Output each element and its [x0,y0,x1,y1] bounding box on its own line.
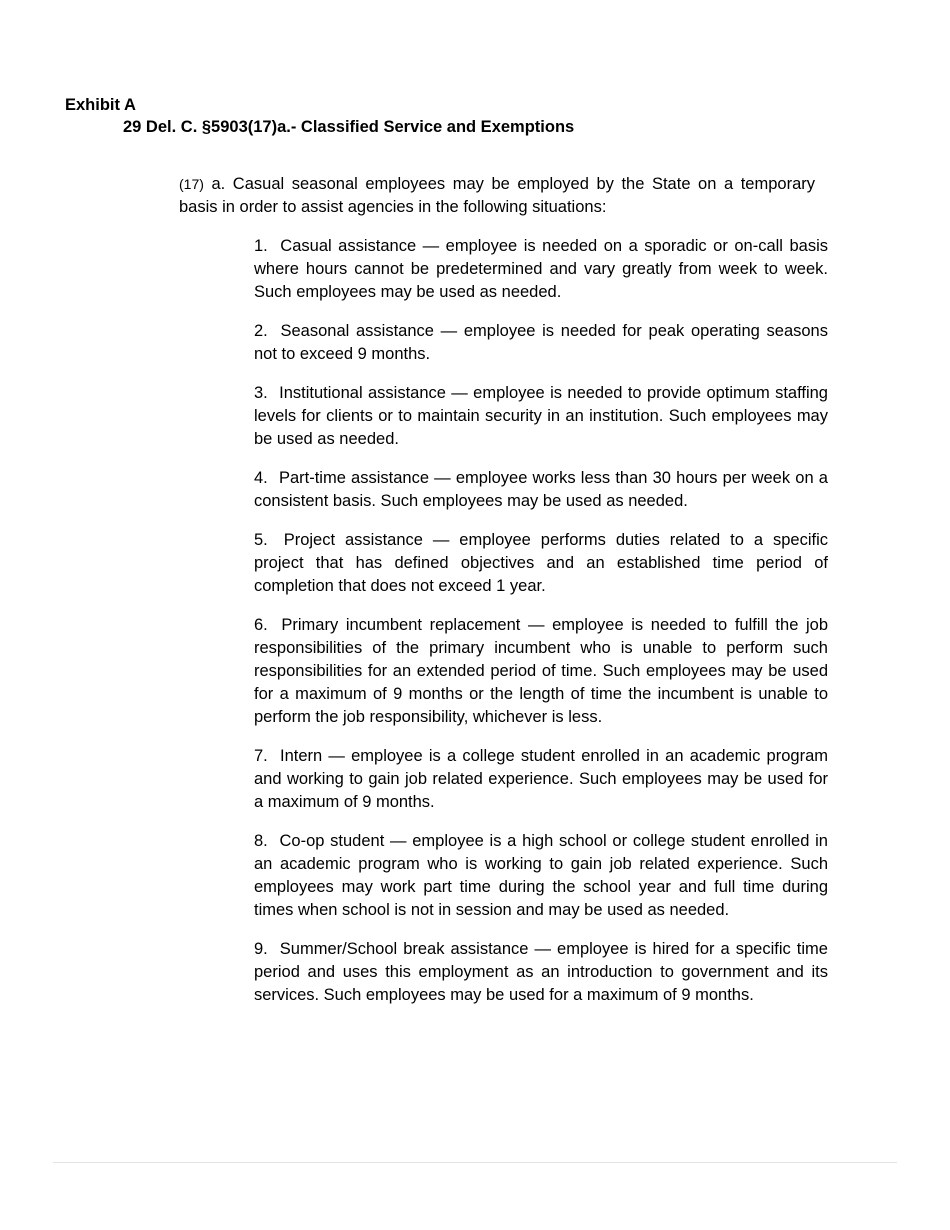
item-text: Intern — employee is a college student enrolled in an academic program and working to gain job related experience. Such employees may be used for a maximum of 9 months. [254,747,828,811]
item-text: Casual assistance — employee is needed on a sporadic or on-call basis where hours cannot be predetermined and vary greatly from week to week. Such employees may be used as needed. [254,237,829,301]
item-number: 6. [254,616,268,634]
list-item [254,529,828,598]
list-item [254,830,828,922]
list-item [254,235,828,304]
item-text: Part-time assistance — employee works less than 30 hours per week on a consistent basis. Such employees may be used as needed. [254,469,828,510]
exhibit-label: Exhibit A [65,96,136,114]
item-number: 5. [254,531,268,549]
paragraph-number: (17) [179,176,204,192]
list-item [254,320,828,366]
item-text: Summer/School break assistance — employee is hired for a specific time period and uses this employment as an introduction to government and its services. Such employees may be used for a maximum of 9 months. [254,940,828,1004]
item-text: Co-op student — employee is a high school or college student enrolled in an academic program who is working to gain job related experience. Such employees may work part time during the school year and full time during times when school is not in session and may be used as needed. [254,832,828,919]
intro-paragraph [179,173,815,219]
item-number: 1. [254,237,268,255]
intro-text: a. Casual seasonal employees may be employed by the State on a temporary basis in order to assist agencies in the following situations: [179,175,815,216]
item-number: 7. [254,747,268,765]
list-item [254,467,828,513]
item-number: 9. [254,940,268,958]
item-number: 4. [254,469,268,487]
footer-divider [53,1162,897,1163]
item-text: Primary incumbent replacement — employee is needed to fulfill the job responsibilities of the primary incumbent who is unable to perform such responsibilities for an extended period of time. Such employees may be used for a maximum of 9 months or the length of time the incumbent is unable to perform the job responsibility, whichever is less. [254,616,829,726]
item-text: Institutional assistance — employee is needed to provide optimum staffing levels for clients or to maintain security in an institution. Such employees may be used as needed. [254,384,828,448]
item-text: Project assistance — employee performs duties related to a specific project that has defined objectives and an established time period of completion that does not exceed 1 year. [254,531,828,595]
statute-title: 29 Del. C. §5903(17)a.- Classified Service and Exemptions [123,118,575,136]
item-text: Seasonal assistance — employee is needed for peak operating seasons not to exceed 9 months. [254,322,828,363]
item-number: 8. [254,832,268,850]
situation-list [254,235,828,1023]
list-item [254,382,828,451]
item-number: 3. [254,384,268,402]
list-item [254,745,828,814]
list-item [254,614,828,729]
item-number: 2. [254,322,268,340]
list-item [254,938,828,1007]
